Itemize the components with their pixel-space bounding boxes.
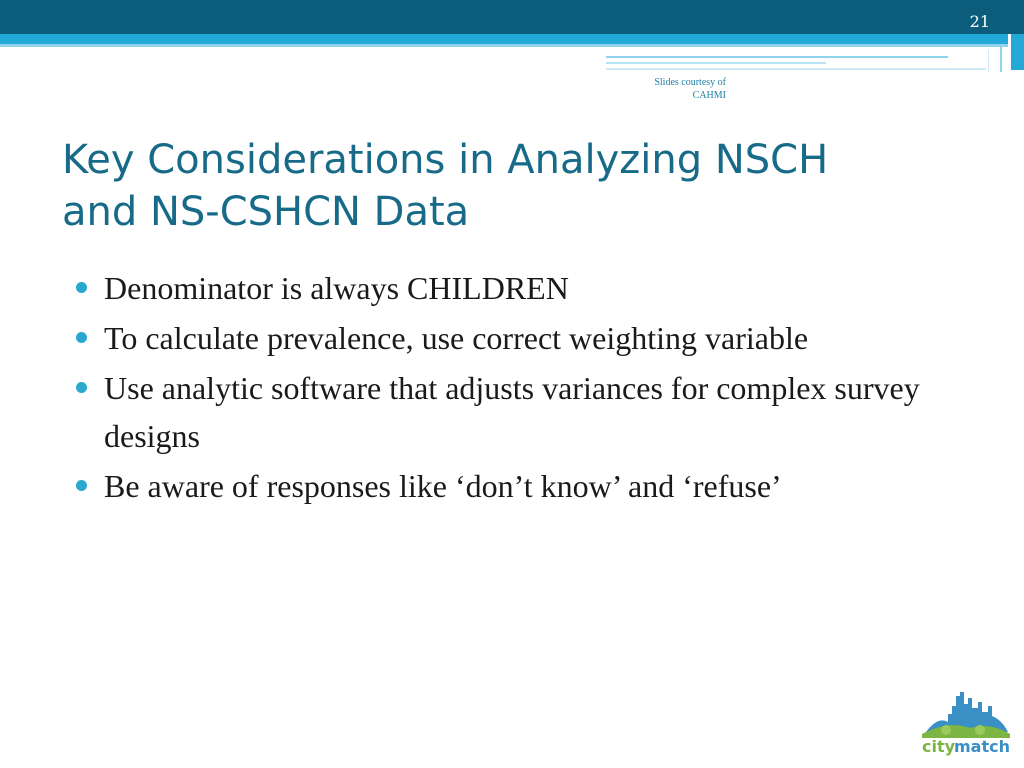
bullet-item bbox=[76, 264, 956, 312]
citymatch-wordmark bbox=[922, 737, 1010, 756]
courtesy-note bbox=[600, 76, 726, 102]
bullet-item bbox=[76, 314, 956, 362]
logo-text-city: city bbox=[922, 737, 956, 756]
decorative-line bbox=[606, 68, 986, 70]
bullet-icon bbox=[76, 282, 87, 293]
bullet-icon bbox=[76, 480, 87, 491]
bullet-icon bbox=[76, 332, 87, 343]
banner-stripe bbox=[0, 44, 1010, 47]
courtesy-source: CAHMI bbox=[692, 90, 726, 101]
slide-title-line: Key Considerations in Analyzing NSCH bbox=[62, 137, 829, 183]
bullet-text: Be aware of responses like ‘don’t know’ and ‘refuse’ bbox=[104, 468, 782, 504]
citymatch-logo-icon bbox=[918, 686, 1014, 758]
top-banner-accent bbox=[0, 34, 1024, 44]
bullet-text: Use analytic software that adjusts variances for complex survey designs bbox=[104, 370, 920, 454]
slide-number: 21 bbox=[969, 12, 990, 31]
bullet-item bbox=[76, 364, 956, 460]
bullet-text: To calculate prevalence, use correct weighting variable bbox=[104, 320, 809, 356]
bullet-text: Denominator is always CHILDREN bbox=[104, 270, 569, 306]
skyline-icon bbox=[922, 692, 1010, 738]
bullet-item bbox=[76, 462, 956, 510]
top-banner bbox=[0, 0, 1024, 34]
courtesy-line: Slides courtesy of bbox=[654, 77, 726, 88]
decorative-line bbox=[1000, 46, 1002, 72]
slide-title-line: and NS-CSHCN Data bbox=[62, 189, 470, 235]
banner-tab bbox=[1008, 34, 1024, 70]
logo-text-match: match bbox=[954, 737, 1010, 756]
decorative-line bbox=[988, 50, 989, 72]
bullet-list bbox=[76, 264, 956, 512]
bullet-icon bbox=[76, 382, 87, 393]
decorative-line bbox=[606, 62, 826, 64]
slide-title bbox=[62, 134, 962, 238]
decorative-line bbox=[606, 56, 948, 58]
